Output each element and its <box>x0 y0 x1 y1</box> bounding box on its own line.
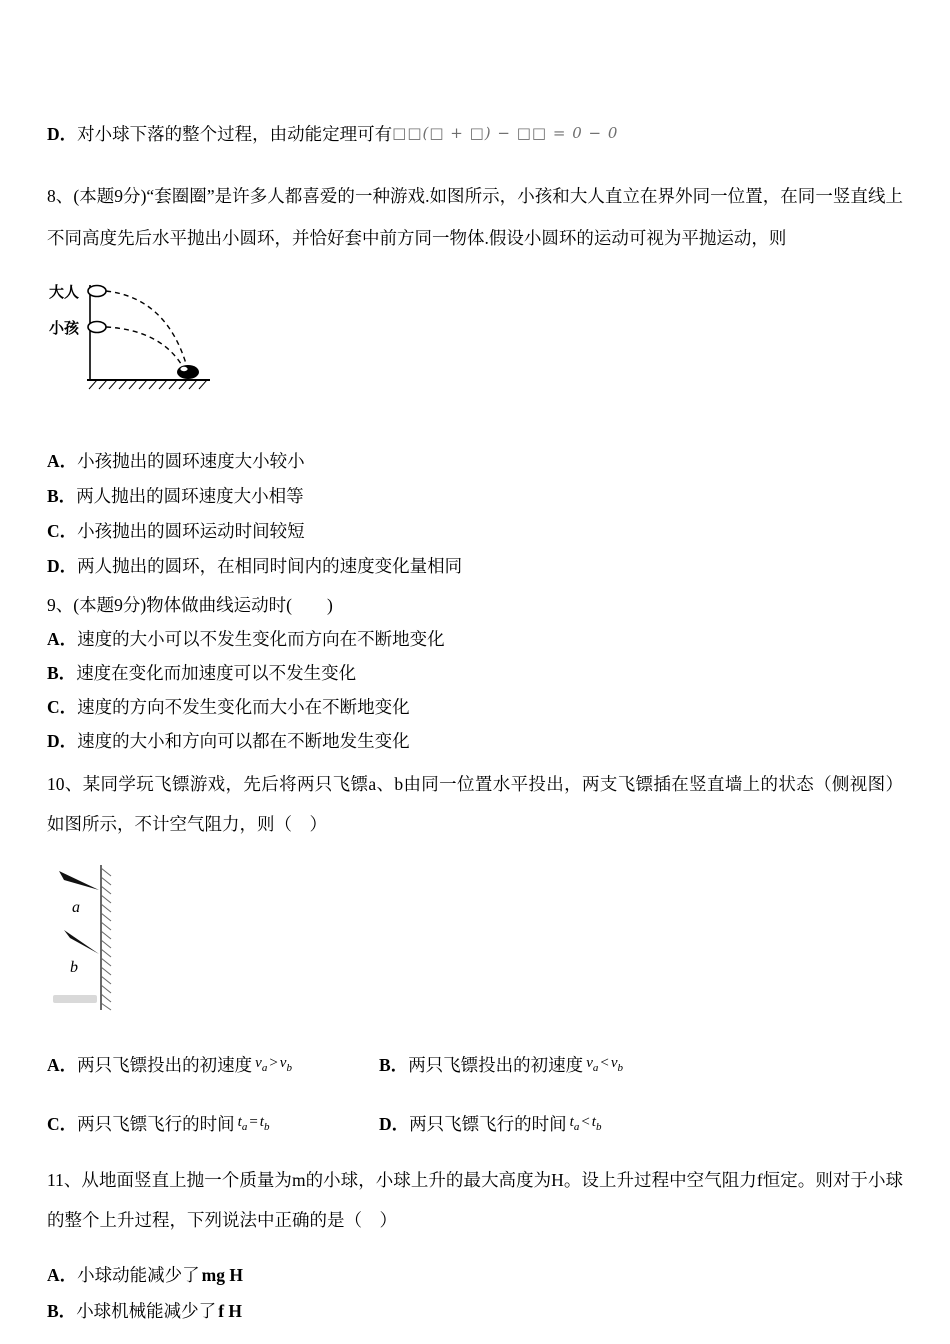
child-ring <box>88 322 106 333</box>
dart-b <box>64 930 99 954</box>
target-object <box>177 365 199 379</box>
option-text: 速度的大小可以不发生变化而方向在不断地变化 <box>77 629 445 649</box>
q10-figure <box>53 862 903 1014</box>
q9-option-a <box>47 622 903 656</box>
q10-stem: 10、某同学玩飞镖游戏，先后将两只飞镖a、b由同一位置水平投出，两支飞镖插在竖直墙上的状态（侧视图）如图所示，不计空气阻力，则（ ） <box>47 774 903 834</box>
q10-option-c <box>47 1107 379 1142</box>
q8-options <box>47 444 903 584</box>
child-label: 小孩 <box>49 321 80 337</box>
q11-options <box>47 1257 903 1329</box>
q8-option-b <box>47 479 903 514</box>
option-text: 速度在变化而加速度可以不发生变化 <box>76 663 357 683</box>
adult-label: 大人 <box>49 285 80 301</box>
q9-option-b <box>47 656 903 690</box>
math-sub: a <box>573 1120 580 1133</box>
option-label: A． <box>47 1054 78 1075</box>
option-text: 两只飞镖飞行的时间 <box>409 1113 567 1134</box>
adult-ring <box>88 286 106 297</box>
option-text: 速度的方向不发生变化而大小在不断地变化 <box>77 697 410 717</box>
q8-option-a <box>47 444 903 479</box>
math-sub: b <box>286 1061 292 1074</box>
math-expression <box>255 1048 292 1083</box>
q10-option-d <box>379 1107 903 1142</box>
q11-stem: 11、从地面竖直上抛一个质量为m的小球，小球上升的最大高度为H。设上升过程中空气阻力f恒定。则对于小球的整个上升过程，下列说法中正确的是（ ） <box>47 1169 903 1230</box>
option-label: B． <box>47 486 77 506</box>
physics-quantity: f H <box>218 1301 243 1321</box>
watermark <box>53 995 97 1003</box>
option-label: D． <box>379 1113 410 1134</box>
math-sub: b <box>263 1120 270 1133</box>
option-text: 两只飞镖投出的初速度 <box>408 1054 584 1075</box>
option-label: A． <box>47 629 78 649</box>
math-var: v <box>586 1054 593 1071</box>
option-text: 两人抛出的圆环速度大小相等 <box>76 486 304 506</box>
math-relation: = <box>249 1113 258 1130</box>
option-text: 速度的大小和方向可以都在不断地发生变化 <box>77 731 410 751</box>
q11-option-b <box>47 1293 903 1329</box>
math-var: v <box>610 1054 618 1071</box>
q9-options <box>47 622 903 758</box>
physics-quantity: mg H <box>201 1265 243 1285</box>
q8-option-d <box>47 549 903 584</box>
dart-a <box>59 871 99 890</box>
math-relation: < <box>600 1054 609 1071</box>
q11-option-a <box>47 1257 903 1293</box>
q10-option-a <box>47 1048 379 1083</box>
q9-option-c <box>47 690 903 724</box>
q9-stem: 9、(本题9分)物体做曲线运动时( ) <box>47 595 333 615</box>
math-sub: a <box>261 1061 268 1074</box>
prev-question-option-d <box>47 122 903 145</box>
option-label: A． <box>47 451 78 471</box>
option-label: B． <box>47 663 77 683</box>
option-label: D． <box>47 123 78 144</box>
option-label: C． <box>47 521 78 541</box>
math-var: t <box>591 1113 596 1130</box>
child-trajectory <box>106 327 183 367</box>
option-label: C． <box>47 697 78 717</box>
math-var: t <box>569 1113 574 1130</box>
option-label: D． <box>47 731 78 751</box>
option-label: A． <box>47 1265 78 1285</box>
ground-hatching <box>89 380 207 389</box>
option-text: 小孩抛出的圆环速度大小较小 <box>77 451 305 471</box>
option-text: 小球动能减少了 <box>77 1265 200 1285</box>
option-text: 小球机械能减少了 <box>76 1301 217 1321</box>
q10-option-b <box>379 1048 903 1083</box>
math-relation: < <box>581 1113 590 1130</box>
q8-stem: 8、(本题9分)“套圈圈”是许多人都喜爱的一种游戏.如图所示，小孩和大人直立在界外同一位置，在同一竖直线上不同高度先后水平抛出小圆环，并恰好套中前方同一物体.假设小圆环的运动可视为平抛运动，则 <box>47 185 903 248</box>
kinetic-energy-formula: □□(□ + □) − □□ = 0 − 0 <box>392 123 619 142</box>
target-highlight <box>180 367 187 371</box>
math-sub: b <box>617 1061 623 1074</box>
math-var: t <box>259 1113 264 1130</box>
math-expression <box>238 1107 270 1142</box>
math-var: v <box>255 1054 262 1071</box>
option-text: 两人抛出的圆环，在相同时间内的速度变化量相同 <box>77 556 463 576</box>
option-label: B． <box>379 1054 409 1075</box>
math-sub: a <box>592 1061 599 1074</box>
q8-option-c <box>47 514 903 549</box>
wall-hatching <box>101 868 111 1010</box>
math-expression <box>570 1107 602 1142</box>
ring-toss-figure <box>47 276 225 404</box>
q9-option-d <box>47 724 903 758</box>
option-text: 两只飞镖投出的初速度 <box>77 1054 253 1075</box>
option-label: D． <box>47 556 78 576</box>
math-sub: b <box>595 1120 602 1133</box>
q10-options <box>47 1048 903 1142</box>
option-label: B． <box>47 1301 77 1321</box>
math-var: t <box>237 1113 242 1130</box>
math-relation: > <box>269 1054 278 1071</box>
dart-a-label: a <box>72 898 80 916</box>
option-label: C． <box>47 1113 78 1134</box>
dart-b-label: b <box>70 958 78 976</box>
option-text: 两只飞镖飞行的时间 <box>77 1113 235 1134</box>
q8-figure <box>47 276 903 404</box>
math-expression <box>586 1048 623 1083</box>
math-sub: a <box>241 1120 248 1133</box>
option-text: 对小球下落的整个过程，由动能定理可有 <box>77 123 393 144</box>
option-text: 小孩抛出的圆环运动时间较短 <box>77 521 305 541</box>
math-var: v <box>279 1054 287 1071</box>
darts-on-wall-figure <box>53 862 153 1014</box>
